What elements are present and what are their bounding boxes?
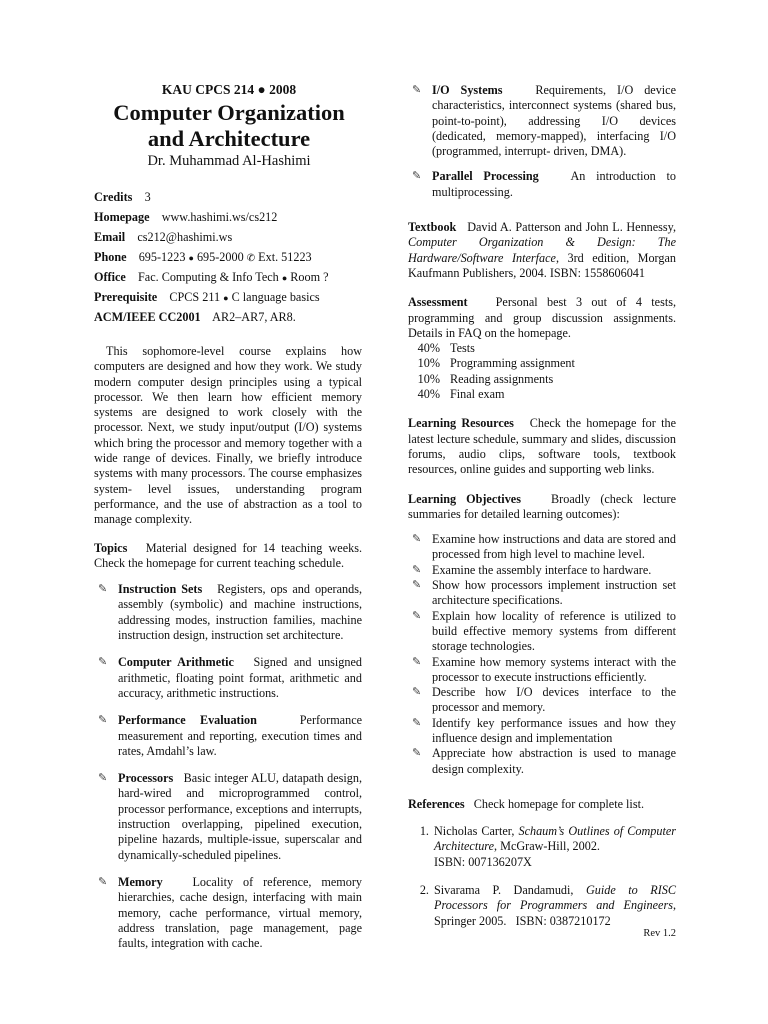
topic-item [94, 771, 362, 863]
topic-title: Parallel Processing [432, 169, 539, 184]
topic-text: Registers, ops and operands, assembly (symbolic) and machine instructions, addressing modes, instruction families, machine instruction design, instruction set architecture. [118, 582, 362, 643]
resources-text: Check the homepage for the latest lecture schedule, summary and slides, discussion forums, audio clips, software tools, textbook resources, online guides and supporting web links. [408, 416, 676, 477]
topic-item [94, 582, 362, 643]
info-email [94, 230, 232, 245]
title-line-2: and Architecture [147, 126, 311, 151]
objective-text: Show how processors implement instruction set architecture specifications. [432, 578, 676, 608]
pencil-icon: ✎ [98, 772, 108, 785]
prerequisite-course: CPCS 211 [169, 290, 221, 304]
bullet-icon: ● [223, 293, 229, 303]
pencil-icon: ✎ [412, 84, 422, 96]
topic-title: Memory [118, 874, 163, 889]
pencil-icon: ✎ [412, 533, 422, 546]
assessment-table [408, 341, 676, 402]
references-list [408, 824, 676, 929]
instructor-name: Dr. Muhammad Al-Hashimi [147, 153, 311, 169]
reference-publisher: , McGraw-Hill, 2002. [494, 839, 600, 854]
pencil-icon: ✎ [412, 170, 422, 183]
topic-title: I/O Systems [432, 83, 503, 97]
objective-text: Describe how I/O devices interface to the processor and memory. [432, 685, 676, 715]
pencil-icon: ✎ [98, 714, 108, 727]
topic-item [94, 655, 362, 701]
objective-item [408, 578, 676, 609]
prerequisite-label: Prerequisite [94, 290, 158, 304]
reference-item [432, 883, 676, 929]
email-link[interactable]: cs212@hashimi.ws [137, 230, 233, 244]
assessment-paragraph [408, 295, 676, 341]
course-line [94, 82, 364, 97]
assessment-item: Programming assignment [450, 356, 575, 371]
topics-label: Topics [94, 540, 128, 555]
assessment-text: Personal best 3 out of 4 tests, programming and group discussion assignments. Details in FAQ on the homepage. [408, 295, 677, 340]
reference-isbn: ISBN: 007136207X [434, 854, 532, 869]
info-office [94, 270, 329, 286]
textbook-paragraph [408, 220, 676, 281]
resources-paragraph [408, 416, 676, 477]
topic-item [408, 83, 676, 159]
objective-item [408, 685, 676, 716]
pencil-icon: ✎ [98, 583, 108, 596]
credits-label: Credits [94, 190, 133, 204]
assessment-row [408, 387, 676, 402]
objective-item [408, 655, 676, 686]
assessment-item: Final exam [450, 387, 505, 402]
objective-item [408, 563, 676, 578]
textbook-title: Computer Organization & Design: The Hardware/Software Interface [408, 235, 676, 265]
right-body [408, 83, 676, 929]
reference-isbn: ISBN: 0387210172 [515, 913, 611, 928]
pencil-icon: ✎ [412, 609, 422, 622]
objective-text: Identify key performance issues and how they influence design and implementation [432, 715, 676, 745]
homepage-link[interactable]: www.hashimi.ws/cs212 [161, 210, 278, 224]
objective-item [408, 746, 676, 777]
topic-title: Performance Evaluation [118, 713, 257, 728]
objectives-list [408, 532, 676, 777]
textbook-details: , 3rd edition, Morgan Kaufmann Publishers, 2004. ISBN: 1558606041 [408, 250, 676, 280]
assessment-percent: 40% [417, 341, 440, 356]
pencil-icon: ✎ [412, 563, 422, 576]
info-acm [94, 310, 296, 325]
phone-extension: Ext. 51223 [258, 250, 312, 264]
topic-title: Computer Arithmetic [118, 655, 234, 670]
reference-item [432, 824, 676, 870]
objective-text: Explain how locality of reference is utilized to build effective memory systems from different storage technologies. [432, 608, 676, 654]
reference-author: Nicholas Carter, [434, 824, 515, 839]
reference-title: Guide to RISC Processors for Programmers and Engineers [434, 883, 677, 913]
pencil-icon: ✎ [412, 579, 422, 592]
info-homepage [94, 210, 277, 225]
topic-text: Requirements, I/O device characteristics, interconnect systems (shared bus, point-to-point), addressing I/O devices (dedicated, memory-mapped), interfacing I/O (programmed, interrupt- driven, DMA). [432, 83, 677, 159]
office-building: Fac. Computing & Info Tech [138, 270, 279, 284]
acm-value: AR2–AR7, AR8. [212, 310, 296, 324]
bullet-icon: ● [257, 82, 266, 97]
assessment-row [408, 341, 676, 356]
references-label: References [408, 796, 465, 811]
topic-text: Signed and unsigned arithmetic, floating point format, arithmetic and accuracy, arithmetic instructions. [118, 655, 362, 700]
topic-item [94, 713, 362, 759]
topic-item [408, 169, 676, 200]
office-room: Room ? [290, 270, 329, 284]
reference-author: Sivarama P. Dandamudi, [434, 883, 574, 898]
objective-text: Examine how instructions and data are stored and processed from high level to machine level. [432, 532, 676, 562]
info-prerequisite [94, 290, 320, 306]
course-description: This sophomore-level course explains how computers are designed and how they work. We study modern computer design principles using a typical processor. We then learn how efficient memory systems are designed to work closely with the processor. Next, we study input/output (I/O) systems which bring the processor and memory together with a wide range of devices. Finally, we briefly introduce systems with many processors. The course emphasizes system- level issues, understanding program performance, and the use of abstraction as a tool to manage complexity. [94, 344, 362, 527]
phone-number-2: 695-2000 [196, 250, 244, 264]
assessment-item: Tests [450, 341, 475, 356]
title-line-1: Computer Organization [113, 100, 345, 125]
objective-text: Appreciate how abstraction is used to manage design complexity. [432, 746, 676, 776]
course-code: KAU CPCS 214 [161, 82, 255, 97]
objective-text: Examine how memory systems interact with the processor to execute instructions efficiently. [432, 654, 676, 684]
assessment-percent: 10% [417, 356, 440, 371]
textbook-label: Textbook [408, 220, 457, 235]
objectives-paragraph [408, 492, 676, 523]
info-phone [94, 250, 312, 266]
objectives-label: Learning Objectives [408, 491, 521, 506]
topic-title: Instruction Sets [118, 582, 203, 597]
textbook-authors: David A. Patterson and John L. Hennessy, [467, 220, 677, 235]
info-credits [94, 190, 151, 205]
topic-item [94, 875, 362, 951]
bullet-icon: ● [281, 273, 288, 283]
reference-title: Schaum’s Outlines of Computer Architecture [434, 824, 676, 854]
assessment-percent: 10% [417, 371, 440, 386]
pencil-icon: ✎ [412, 655, 422, 668]
revision-label: Rev 1.2 [643, 928, 676, 939]
objective-text: Examine the assembly interface to hardware. [432, 562, 652, 577]
phone-number-1: 695-1223 [138, 250, 186, 264]
topic-text: An introduction to multiprocessing. [432, 169, 676, 199]
email-label: Email [94, 230, 126, 244]
objectives-text: Broadly (check lecture summaries for detailed learning outcomes): [408, 491, 676, 521]
pencil-icon: ✎ [98, 656, 108, 669]
topic-title: Processors [118, 771, 174, 786]
objective-item [408, 532, 676, 563]
left-body [94, 344, 362, 951]
prerequisite-skill: C language basics [231, 290, 320, 304]
pencil-icon: ✎ [412, 747, 422, 760]
topics-text: Material designed for 14 teaching weeks. Check the homepage for current teaching schedule. [94, 540, 362, 570]
phone-label: Phone [94, 250, 127, 264]
topic-text: Performance measurement and reporting, execution times and rates, Amdahl’s law. [118, 713, 363, 758]
phone-icon: ✆ [246, 253, 256, 264]
course-year: 2008 [269, 82, 297, 97]
homepage-label: Homepage [94, 210, 150, 224]
topic-text: Basic integer ALU, datapath design, hard-wired and microprogrammed control, processor performance, exceptions and interrupts, instruction overlapping, pipelined execution, pipeline hazards, multiple-issue, superscalar and dynamically-scheduled pipelines. [118, 771, 363, 862]
objective-item [408, 609, 676, 655]
resources-label: Learning Resources [408, 416, 514, 431]
references-paragraph [408, 797, 676, 812]
assessment-label: Assessment [408, 295, 468, 310]
assessment-percent: 40% [417, 387, 440, 402]
page-title [94, 100, 364, 152]
credits-value: 3 [144, 190, 151, 204]
pencil-icon: ✎ [412, 716, 422, 729]
pencil-icon: ✎ [98, 875, 108, 888]
topic-text: Locality of reference, memory hierarchies, cache design, interfacing with main memory, cache performance, virtual memory, address translation, page management, page faults, integration with cache. [118, 874, 362, 951]
office-label: Office [94, 270, 126, 284]
bullet-icon: ● [188, 253, 194, 263]
assessment-item: Reading assignments [450, 371, 554, 386]
objective-item [408, 716, 676, 747]
references-text: Check homepage for complete list. [473, 796, 644, 811]
topics-paragraph [94, 541, 362, 572]
assessment-row [408, 372, 676, 387]
pencil-icon: ✎ [412, 686, 422, 699]
acm-label: ACM/IEEE CC2001 [94, 310, 201, 324]
assessment-row [408, 356, 676, 371]
reference-publisher: , Springer 2005. [434, 898, 676, 928]
